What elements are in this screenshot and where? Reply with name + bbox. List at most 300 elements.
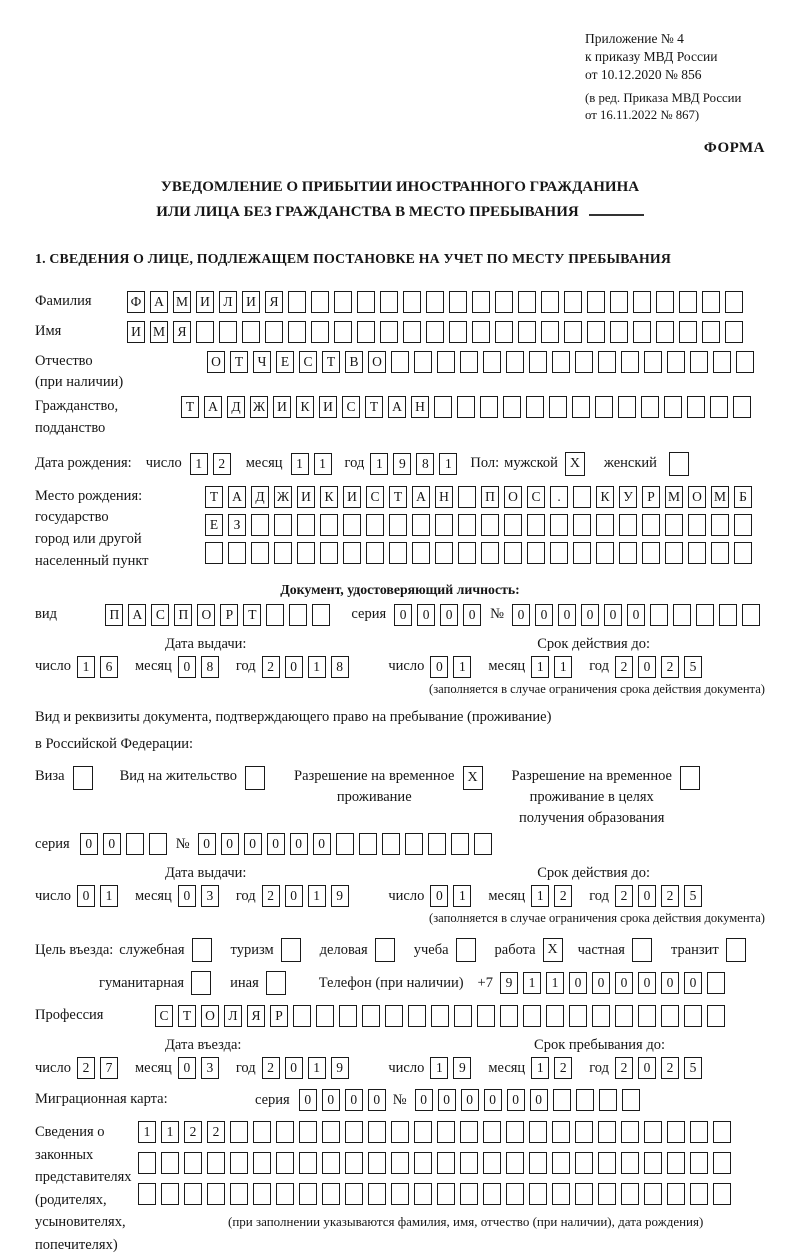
char-box[interactable] [564,321,582,343]
char-box[interactable] [656,291,674,313]
checkbox-cell[interactable] [191,971,211,995]
char-box[interactable]: 0 [285,1057,303,1079]
char-box[interactable]: 0 [638,972,656,994]
char-box[interactable] [713,1183,731,1205]
char-box[interactable]: 0 [77,885,95,907]
char-box[interactable]: 0 [615,972,633,994]
char-box[interactable] [460,1152,478,1174]
char-box[interactable]: 2 [207,1121,225,1143]
char-box[interactable] [679,291,697,313]
char-box[interactable]: Р [220,604,238,626]
checkbox-cell[interactable]: X [463,766,483,790]
char-box[interactable] [368,1152,386,1174]
char-box[interactable] [526,396,544,418]
char-box[interactable]: 8 [416,453,434,475]
char-box[interactable] [667,1152,685,1174]
char-box[interactable] [549,396,567,418]
char-box[interactable]: 0 [507,1089,525,1111]
char-box[interactable] [702,291,720,313]
char-box[interactable]: 0 [345,1089,363,1111]
char-box[interactable] [311,321,329,343]
char-box[interactable]: Ф [127,291,145,313]
char-box[interactable] [412,514,430,536]
char-box[interactable] [437,351,455,373]
char-box[interactable]: П [174,604,192,626]
checkbox-cell[interactable] [281,938,301,962]
checkbox-cell[interactable] [680,766,700,790]
char-box[interactable] [552,1121,570,1143]
char-box[interactable]: Ч [253,351,271,373]
char-box[interactable]: Л [224,1005,242,1027]
char-box[interactable]: 1 [453,885,471,907]
char-box[interactable]: 0 [438,1089,456,1111]
char-box[interactable] [368,1121,386,1143]
char-box[interactable] [414,1152,432,1174]
char-box[interactable] [435,542,453,564]
char-box[interactable]: 8 [331,656,349,678]
char-box[interactable]: 0 [530,1089,548,1111]
char-box[interactable] [642,542,660,564]
char-box[interactable]: 1 [190,453,208,475]
char-box[interactable] [289,604,307,626]
char-box[interactable] [673,604,691,626]
char-box[interactable]: О [201,1005,219,1027]
char-box[interactable] [575,1152,593,1174]
char-box[interactable] [500,1005,518,1027]
char-box[interactable] [506,1152,524,1174]
char-box[interactable] [610,291,628,313]
char-box[interactable] [564,291,582,313]
char-box[interactable]: 0 [684,972,702,994]
char-box[interactable] [550,542,568,564]
char-box[interactable] [506,351,524,373]
char-box[interactable]: Я [247,1005,265,1027]
char-box[interactable]: 0 [440,604,458,626]
char-box[interactable] [552,1183,570,1205]
char-box[interactable] [495,291,513,313]
char-box[interactable] [518,291,536,313]
char-box[interactable] [552,1152,570,1174]
char-box[interactable] [711,514,729,536]
char-box[interactable]: 1 [308,1057,326,1079]
char-box[interactable] [733,396,751,418]
char-box[interactable] [297,542,315,564]
char-box[interactable]: 0 [535,604,553,626]
char-box[interactable] [322,1121,340,1143]
char-box[interactable] [595,396,613,418]
char-box[interactable]: 0 [604,604,622,626]
char-box[interactable]: К [320,486,338,508]
char-box[interactable] [541,291,559,313]
char-box[interactable] [389,542,407,564]
char-box[interactable] [506,1183,524,1205]
checkbox-cell[interactable] [245,766,265,790]
char-box[interactable] [696,604,714,626]
char-box[interactable]: 1 [291,453,309,475]
char-box[interactable] [460,351,478,373]
char-box[interactable] [251,542,269,564]
char-box[interactable] [458,542,476,564]
char-box[interactable] [495,321,513,343]
char-box[interactable]: Н [435,486,453,508]
char-box[interactable]: 2 [615,656,633,678]
char-box[interactable] [380,321,398,343]
char-box[interactable]: 0 [638,656,656,678]
char-box[interactable]: 1 [100,885,118,907]
char-box[interactable] [343,542,361,564]
char-box[interactable]: О [207,351,225,373]
char-box[interactable]: 0 [558,604,576,626]
char-box[interactable]: 2 [554,1057,572,1079]
char-box[interactable]: 0 [267,833,285,855]
char-box[interactable] [320,514,338,536]
char-box[interactable]: 1 [531,885,549,907]
char-box[interactable] [736,351,754,373]
char-box[interactable] [596,514,614,536]
char-box[interactable]: 6 [100,656,118,678]
char-box[interactable]: 5 [684,1057,702,1079]
char-box[interactable] [299,1121,317,1143]
char-box[interactable] [219,321,237,343]
char-box[interactable]: 0 [394,604,412,626]
char-box[interactable] [667,1121,685,1143]
char-box[interactable] [633,321,651,343]
char-box[interactable] [598,1183,616,1205]
char-box[interactable] [320,542,338,564]
char-box[interactable] [266,604,284,626]
char-box[interactable]: 1 [546,972,564,994]
char-box[interactable] [357,321,375,343]
char-box[interactable]: 0 [415,1089,433,1111]
char-box[interactable] [523,1005,541,1027]
char-box[interactable]: 0 [103,833,121,855]
char-box[interactable]: Я [173,321,191,343]
char-box[interactable] [644,1121,662,1143]
char-box[interactable]: С [527,486,545,508]
char-box[interactable] [391,1121,409,1143]
char-box[interactable] [472,291,490,313]
char-box[interactable] [426,291,444,313]
char-box[interactable]: 1 [370,453,388,475]
char-box[interactable] [621,1152,639,1174]
char-box[interactable] [184,1152,202,1174]
char-box[interactable]: 2 [615,1057,633,1079]
char-box[interactable]: О [197,604,215,626]
char-box[interactable]: 2 [615,885,633,907]
char-box[interactable]: 7 [100,1057,118,1079]
char-box[interactable] [679,321,697,343]
char-box[interactable] [541,321,559,343]
char-box[interactable]: 1 [531,1057,549,1079]
char-box[interactable]: А [412,486,430,508]
char-box[interactable]: 2 [661,656,679,678]
char-box[interactable]: С [155,1005,173,1027]
char-box[interactable]: О [368,351,386,373]
char-box[interactable] [572,396,590,418]
char-box[interactable] [322,1183,340,1205]
checkbox-cell[interactable] [456,938,476,962]
char-box[interactable] [599,1089,617,1111]
checkbox-cell[interactable]: X [543,938,563,962]
char-box[interactable] [667,1183,685,1205]
char-box[interactable]: С [151,604,169,626]
char-box[interactable] [385,1005,403,1027]
char-box[interactable]: 0 [198,833,216,855]
checkbox-cell[interactable] [192,938,212,962]
char-box[interactable] [161,1183,179,1205]
char-box[interactable]: 2 [554,885,572,907]
char-box[interactable]: И [242,291,260,313]
char-box[interactable]: . [550,486,568,508]
char-box[interactable]: З [228,514,246,536]
char-box[interactable] [573,514,591,536]
checkbox-cell[interactable]: X [565,452,585,476]
char-box[interactable] [529,1121,547,1143]
char-box[interactable] [437,1183,455,1205]
char-box[interactable] [644,1183,662,1205]
char-box[interactable] [242,321,260,343]
char-box[interactable] [345,1121,363,1143]
char-box[interactable]: 0 [244,833,262,855]
char-box[interactable] [504,514,522,536]
char-box[interactable] [621,351,639,373]
char-box[interactable]: 0 [461,1089,479,1111]
char-box[interactable] [587,321,605,343]
char-box[interactable] [619,514,637,536]
char-box[interactable]: А [150,291,168,313]
checkbox-cell[interactable] [73,766,93,790]
char-box[interactable]: Ж [274,486,292,508]
char-box[interactable]: Т [181,396,199,418]
char-box[interactable]: 0 [417,604,435,626]
char-box[interactable] [644,351,662,373]
char-box[interactable]: 0 [638,885,656,907]
char-box[interactable]: 3 [201,1057,219,1079]
char-box[interactable] [366,542,384,564]
char-box[interactable] [403,321,421,343]
char-box[interactable]: 0 [178,1057,196,1079]
char-box[interactable]: 0 [285,656,303,678]
char-box[interactable]: 0 [299,1089,317,1111]
char-box[interactable]: 1 [430,1057,448,1079]
char-box[interactable] [690,1121,708,1143]
char-box[interactable]: Р [270,1005,288,1027]
char-box[interactable]: 9 [500,972,518,994]
char-box[interactable] [690,351,708,373]
char-box[interactable] [710,396,728,418]
char-box[interactable] [138,1152,156,1174]
char-box[interactable] [483,1183,501,1205]
char-box[interactable] [642,514,660,536]
char-box[interactable]: 0 [290,833,308,855]
char-box[interactable]: О [504,486,522,508]
char-box[interactable] [414,1121,432,1143]
char-box[interactable]: 5 [684,656,702,678]
char-box[interactable] [230,1121,248,1143]
char-box[interactable] [458,514,476,536]
char-box[interactable] [454,1005,472,1027]
char-box[interactable] [336,833,354,855]
char-box[interactable] [725,291,743,313]
char-box[interactable] [713,351,731,373]
char-box[interactable] [546,1005,564,1027]
char-box[interactable]: Б [734,486,752,508]
char-box[interactable] [434,396,452,418]
char-box[interactable]: 2 [262,885,280,907]
char-box[interactable] [449,321,467,343]
char-box[interactable]: 9 [393,453,411,475]
char-box[interactable] [656,321,674,343]
char-box[interactable]: У [619,486,637,508]
char-box[interactable]: Я [265,291,283,313]
char-box[interactable] [334,321,352,343]
char-box[interactable] [359,833,377,855]
char-box[interactable]: 0 [285,885,303,907]
char-box[interactable] [408,1005,426,1027]
char-box[interactable]: Т [230,351,248,373]
char-box[interactable]: 2 [213,453,231,475]
char-box[interactable] [230,1183,248,1205]
char-box[interactable] [734,514,752,536]
char-box[interactable] [288,321,306,343]
char-box[interactable]: 1 [523,972,541,994]
checkbox-cell[interactable] [375,938,395,962]
char-box[interactable] [529,351,547,373]
char-box[interactable] [707,972,725,994]
char-box[interactable] [569,1005,587,1027]
char-box[interactable] [451,833,469,855]
char-box[interactable]: 8 [201,656,219,678]
char-box[interactable]: И [319,396,337,418]
char-box[interactable] [435,514,453,536]
checkbox-cell[interactable] [669,452,689,476]
char-box[interactable] [366,514,384,536]
char-box[interactable] [412,542,430,564]
checkbox-cell[interactable] [726,938,746,962]
char-box[interactable]: И [196,291,214,313]
char-box[interactable] [312,604,330,626]
char-box[interactable] [428,833,446,855]
char-box[interactable]: Т [322,351,340,373]
char-box[interactable] [690,1152,708,1174]
char-box[interactable] [690,1183,708,1205]
char-box[interactable] [529,1152,547,1174]
char-box[interactable]: 0 [627,604,645,626]
char-box[interactable] [644,1152,662,1174]
char-box[interactable]: 2 [661,1057,679,1079]
char-box[interactable]: 0 [661,972,679,994]
char-box[interactable]: М [150,321,168,343]
char-box[interactable]: Т [178,1005,196,1027]
char-box[interactable] [598,1121,616,1143]
char-box[interactable]: 2 [184,1121,202,1143]
char-box[interactable] [207,1183,225,1205]
char-box[interactable]: А [128,604,146,626]
char-box[interactable]: К [296,396,314,418]
char-box[interactable] [527,514,545,536]
char-box[interactable]: 1 [161,1121,179,1143]
char-box[interactable] [265,321,283,343]
char-box[interactable] [311,291,329,313]
char-box[interactable]: Т [389,486,407,508]
char-box[interactable] [665,514,683,536]
char-box[interactable] [460,1121,478,1143]
char-box[interactable] [161,1152,179,1174]
char-box[interactable] [665,542,683,564]
char-box[interactable] [380,291,398,313]
char-box[interactable]: 2 [661,885,679,907]
char-box[interactable]: С [342,396,360,418]
char-box[interactable] [575,1121,593,1143]
char-box[interactable] [481,542,499,564]
char-box[interactable]: 1 [554,656,572,678]
char-box[interactable] [618,396,636,418]
char-box[interactable] [288,291,306,313]
char-box[interactable] [527,542,545,564]
char-box[interactable] [480,396,498,418]
char-box[interactable]: А [388,396,406,418]
char-box[interactable]: 9 [331,885,349,907]
char-box[interactable] [345,1183,363,1205]
char-box[interactable] [228,542,246,564]
char-box[interactable]: 0 [313,833,331,855]
char-box[interactable] [474,833,492,855]
char-box[interactable] [293,1005,311,1027]
char-box[interactable] [389,514,407,536]
char-box[interactable] [437,1121,455,1143]
char-box[interactable]: 1 [308,885,326,907]
char-box[interactable] [592,1005,610,1027]
char-box[interactable] [253,1121,271,1143]
char-box[interactable] [661,1005,679,1027]
char-box[interactable] [251,514,269,536]
char-box[interactable]: 0 [512,604,530,626]
char-box[interactable] [481,514,499,536]
char-box[interactable] [725,321,743,343]
char-box[interactable]: 1 [453,656,471,678]
char-box[interactable] [518,321,536,343]
char-box[interactable]: К [596,486,614,508]
char-box[interactable]: Т [243,604,261,626]
char-box[interactable] [576,1089,594,1111]
char-box[interactable]: 0 [80,833,98,855]
char-box[interactable]: 5 [684,885,702,907]
char-box[interactable] [552,351,570,373]
char-box[interactable]: 0 [581,604,599,626]
char-box[interactable]: М [711,486,729,508]
char-box[interactable]: 2 [77,1057,95,1079]
char-box[interactable] [460,1183,478,1205]
char-box[interactable]: 0 [430,656,448,678]
char-box[interactable] [391,351,409,373]
char-box[interactable] [633,291,651,313]
char-box[interactable] [503,396,521,418]
char-box[interactable] [276,1121,294,1143]
char-box[interactable] [362,1005,380,1027]
char-box[interactable] [414,351,432,373]
char-box[interactable]: С [299,351,317,373]
char-box[interactable] [437,1152,455,1174]
char-box[interactable] [684,1005,702,1027]
char-box[interactable]: Д [251,486,269,508]
char-box[interactable] [414,1183,432,1205]
char-box[interactable] [391,1183,409,1205]
char-box[interactable] [719,604,737,626]
char-box[interactable] [339,1005,357,1027]
char-box[interactable] [477,1005,495,1027]
checkbox-cell[interactable] [266,971,286,995]
char-box[interactable] [483,1121,501,1143]
